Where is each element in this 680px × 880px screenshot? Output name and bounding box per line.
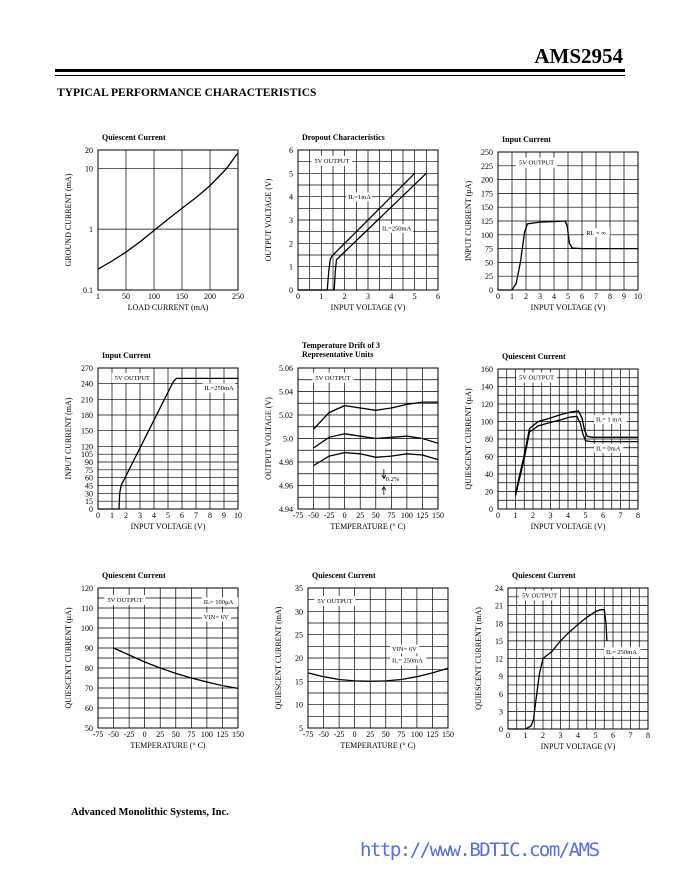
y-tick-label: 5.02 <box>279 411 293 420</box>
x-tick-label: 6 <box>601 511 605 520</box>
y-axis-label: OUTPUT VOLTAGE (V) <box>264 397 273 480</box>
x-tick-label: 1 <box>510 292 514 301</box>
y-tick-label: 6 <box>499 689 503 699</box>
y-tick-label: 5.04 <box>279 387 293 397</box>
y-tick-label: 140 <box>481 382 493 392</box>
x-tick-label: 6 <box>436 292 440 301</box>
y-tick-label: 180 <box>81 411 93 420</box>
y-tick-label: 0 <box>489 286 493 295</box>
chart-title: Temperature Drift of 3 <box>302 341 380 350</box>
annotation-label: 5V OUTPUT <box>114 375 150 383</box>
footer-company: Advanced Monolithic Systems, Inc. <box>71 807 229 818</box>
x-axis-label: TEMPERATURE (° C) <box>340 741 416 750</box>
chart-title: Quiescent Current <box>102 133 166 142</box>
y-tick-label: 90 <box>85 644 93 653</box>
y-tick-label: 3 <box>289 216 293 225</box>
x-tick-label: 150 <box>442 730 454 739</box>
x-tick-label: 75 <box>387 511 396 520</box>
y-tick-label: 20 <box>85 146 93 155</box>
x-tick-label: 150 <box>232 730 244 739</box>
annotation-label: IL=1mA <box>348 194 371 201</box>
y-tick-label: 21 <box>495 601 503 611</box>
x-tick-label: 100 <box>400 511 413 520</box>
x-tick-label: 2 <box>541 731 545 740</box>
y-tick-label: 18 <box>495 619 503 629</box>
x-tick-label: 2 <box>342 292 347 301</box>
x-tick-label: 25 <box>356 511 365 520</box>
y-tick-label: 9 <box>499 672 503 682</box>
chart-title: Input Current <box>102 351 151 360</box>
y-tick-label: 50 <box>485 258 493 268</box>
series-line <box>308 668 448 681</box>
y-tick-label: 4.96 <box>279 481 293 491</box>
x-tick-label: 7 <box>618 511 623 520</box>
x-tick-label: 3 <box>548 511 553 520</box>
x-tick-label: -25 <box>123 730 135 739</box>
x-tick-label: 1 <box>319 292 324 301</box>
series-line <box>98 153 238 269</box>
y-tick-label: 175 <box>481 189 493 199</box>
x-tick-label: -50 <box>308 511 319 520</box>
y-tick-label: 15 <box>85 497 93 507</box>
annotation-label: VIN= 6V <box>392 646 417 653</box>
x-tick-label: 7 <box>594 292 598 301</box>
y-tick-label: 0.1 <box>83 286 93 295</box>
y-tick-label: 70 <box>85 684 93 693</box>
y-tick-label: 0 <box>89 505 93 514</box>
y-tick-label: 6 <box>289 146 293 155</box>
chart-2 <box>264 133 440 312</box>
x-tick-label: 0 <box>142 730 147 739</box>
y-tick-label: 60 <box>85 473 93 483</box>
annotation-label: 5V OUTPUT <box>107 597 143 604</box>
y-tick-label: 15 <box>495 636 503 646</box>
chart-9 <box>474 571 650 751</box>
annotation-label: 5V OUTPUT <box>519 159 555 167</box>
chart-5 <box>264 341 444 531</box>
x-tick-label: 75 <box>187 730 196 739</box>
chart-4 <box>64 351 242 531</box>
y-tick-label: 0 <box>499 725 503 734</box>
y-tick-label: 5 <box>289 169 293 179</box>
x-tick-label: 3 <box>558 731 563 740</box>
x-tick-label: 5 <box>566 292 570 301</box>
part-number: AMS2954 <box>534 44 623 68</box>
x-tick-label: 50 <box>122 292 130 301</box>
y-tick-label: 80 <box>485 435 493 444</box>
annotation-label: 5V OUTPUT <box>317 597 353 605</box>
x-tick-label: 125 <box>216 730 229 739</box>
annotation-label: 5V OUTPUT <box>519 374 555 382</box>
x-tick-label: 75 <box>397 730 406 739</box>
y-tick-label: 150 <box>481 203 493 213</box>
x-axis-label: INPUT VOLTAGE (V) <box>130 522 206 531</box>
chart-title: Quiescent Current <box>502 352 566 361</box>
x-tick-label: 100 <box>200 730 213 739</box>
x-tick-label: 0 <box>96 511 100 520</box>
x-tick-label: 125 <box>426 730 439 739</box>
y-axis-label: QUIESCENT CURRENT (µA) <box>464 388 473 490</box>
x-tick-label: -50 <box>108 730 119 739</box>
x-tick-label: 3 <box>366 292 370 301</box>
y-tick-label: 50 <box>85 724 93 733</box>
chart-3 <box>464 135 642 312</box>
x-tick-label: 5 <box>583 511 588 520</box>
y-tick-label: 90 <box>85 458 93 467</box>
y-tick-label: 210 <box>81 395 93 405</box>
x-tick-label: 4 <box>576 731 580 740</box>
y-axis-label: INPUT CURRENT (µA) <box>464 180 473 262</box>
footer-url[interactable]: http://www.BDTIC.com/AMS <box>360 839 599 861</box>
x-tick-label: 1 <box>523 731 528 740</box>
y-tick-label: 25 <box>485 272 493 282</box>
chart-title: Quiescent Current <box>312 571 376 580</box>
y-tick-label: 2 <box>289 239 293 249</box>
x-tick-label: 4 <box>152 511 156 520</box>
y-tick-label: 250 <box>481 148 493 157</box>
y-tick-label: 75 <box>85 465 93 475</box>
x-tick-label: 7 <box>194 511 198 520</box>
annotation-label: VIN= 6V <box>203 614 229 621</box>
x-axis-label: INPUT VOLTAGE (V) <box>530 522 606 531</box>
x-axis-label: INPUT VOLTAGE (V) <box>540 742 616 751</box>
y-tick-label: 110 <box>81 604 93 613</box>
x-tick-label: 150 <box>432 511 444 520</box>
x-tick-label: 50 <box>371 511 380 520</box>
y-tick-label: 5.06 <box>279 364 293 373</box>
y-axis-label: QUIESCENT CURRENT (µA) <box>64 607 73 709</box>
y-axis-label: QUIESCENT CURRENT (mA) <box>474 607 483 710</box>
x-tick-label: 5 <box>412 292 417 301</box>
x-axis-label: TEMPERATURE (° C) <box>130 741 206 750</box>
y-tick-label: 240 <box>81 379 93 389</box>
y-tick-label: 20 <box>485 487 493 497</box>
y-tick-label: 4.94 <box>279 505 293 514</box>
y-tick-label: 225 <box>481 161 493 171</box>
y-tick-label: 120 <box>81 584 93 593</box>
x-tick-label: 8 <box>646 731 650 740</box>
annotation-label: RL = ∞ <box>586 229 606 237</box>
x-tick-label: 100 <box>410 730 423 739</box>
x-tick-label: 5 <box>166 511 170 520</box>
x-tick-label: 5 <box>593 731 598 740</box>
y-tick-label: 3 <box>499 707 503 717</box>
y-tick-label: 1 <box>289 262 293 272</box>
y-tick-label: 80 <box>85 664 93 673</box>
x-tick-label: 6 <box>580 292 584 301</box>
y-tick-label: 4 <box>289 192 293 202</box>
y-tick-label: 4.98 <box>279 458 293 467</box>
x-tick-label: 8 <box>636 511 640 520</box>
x-axis-label: INPUT VOLTAGE (V) <box>530 303 606 312</box>
y-tick-label: 15 <box>295 677 303 687</box>
x-tick-label: -75 <box>92 730 104 739</box>
y-tick-label: 10 <box>85 164 93 174</box>
y-tick-label: 100 <box>481 230 493 240</box>
x-tick-label: 200 <box>204 292 216 301</box>
x-tick-label: 4 <box>552 292 556 301</box>
y-tick-label: 200 <box>481 175 493 185</box>
x-tick-label: -75 <box>302 730 314 739</box>
x-tick-label: 1 <box>513 511 518 520</box>
x-tick-label: 7 <box>628 731 633 740</box>
x-tick-label: 0 <box>496 292 500 301</box>
y-tick-label: 12 <box>495 654 503 664</box>
x-tick-label: 0 <box>506 731 510 740</box>
x-axis-label: LOAD CURRENT (mA) <box>127 303 209 312</box>
x-tick-label: 6 <box>611 731 615 740</box>
y-axis-label: QUIESCENT CURRENT (mA) <box>274 606 283 710</box>
x-tick-label: -50 <box>318 730 329 739</box>
x-tick-label: 10 <box>234 511 242 520</box>
y-axis-label: INPUT CURRENT (mA) <box>64 397 73 480</box>
y-tick-label: 5.0 <box>283 434 293 444</box>
x-tick-label: -25 <box>323 511 335 520</box>
y-tick-label: 25 <box>295 630 303 640</box>
y-tick-label: 150 <box>81 426 93 436</box>
y-tick-label: 5 <box>299 724 303 733</box>
y-tick-label: 1 <box>89 225 93 235</box>
annotation-label: 0.2% <box>385 475 400 483</box>
y-tick-label: 45 <box>85 481 93 491</box>
chart-6 <box>464 352 640 531</box>
x-tick-label: 3 <box>538 292 542 301</box>
x-tick-label: 2 <box>124 511 128 520</box>
y-tick-label: 40 <box>485 470 493 479</box>
y-tick-label: 100 <box>481 417 493 427</box>
x-tick-label: 9 <box>622 292 626 301</box>
y-tick-label: 30 <box>295 607 303 617</box>
y-tick-label: 60 <box>85 704 93 713</box>
y-tick-label: 120 <box>481 400 493 409</box>
y-tick-label: 75 <box>485 244 493 254</box>
annotation-label: IL= 250mA <box>606 648 637 656</box>
annotation-label: IL=250mA <box>382 225 412 233</box>
y-tick-label: 24 <box>495 584 503 593</box>
x-tick-label: -25 <box>333 730 345 739</box>
chart-7 <box>64 571 244 750</box>
x-tick-label: 50 <box>381 730 390 739</box>
y-tick-label: 60 <box>485 452 493 462</box>
section-title: TYPICAL PERFORMANCE CHARACTERISTICS <box>57 87 317 99</box>
x-tick-label: 1 <box>110 511 114 520</box>
chart-title: Dropout Characteristics <box>302 133 385 142</box>
x-tick-label: 0 <box>296 292 300 301</box>
x-tick-label: 25 <box>366 730 375 739</box>
x-tick-label: -75 <box>292 511 304 520</box>
x-tick-label: 0 <box>496 511 500 520</box>
y-tick-label: 100 <box>81 624 93 633</box>
x-tick-label: 50 <box>171 730 180 739</box>
x-tick-label: 3 <box>138 511 142 520</box>
x-tick-label: 4 <box>566 511 570 520</box>
chart-title: Quiescent Current <box>102 571 166 580</box>
y-tick-label: 0 <box>489 505 493 514</box>
x-tick-label: 25 <box>156 730 165 739</box>
annotation-label: 5V OUTPUT <box>315 374 351 382</box>
x-tick-label: 150 <box>176 292 188 301</box>
annotation-label: IL= 250mA <box>392 657 423 665</box>
y-tick-label: 125 <box>481 217 493 226</box>
x-tick-label: 8 <box>608 292 612 301</box>
x-axis-label: TEMPERATURE (° C) <box>330 522 406 531</box>
x-tick-label: 10 <box>634 292 642 301</box>
x-tick-label: 2 <box>531 511 535 520</box>
chart-8 <box>274 571 454 750</box>
chart-title: Input Current <box>502 135 551 144</box>
x-tick-label: 6 <box>180 511 184 520</box>
y-tick-label: 0 <box>289 286 293 295</box>
annotation-label: 5V OUTPUT <box>314 157 350 165</box>
x-tick-label: 0 <box>342 511 347 520</box>
x-tick-label: 0 <box>352 730 357 739</box>
annotation-label: IL=250mA <box>204 384 234 392</box>
x-tick-label: 125 <box>416 511 429 520</box>
chart-title-line2: Representative Units <box>302 350 374 359</box>
annotation-label: IL= 0mA <box>596 445 621 453</box>
y-tick-label: 10 <box>295 700 303 710</box>
x-axis-label: INPUT VOLTAGE (V) <box>330 303 406 312</box>
x-tick-label: 4 <box>389 292 394 301</box>
annotation-label: IL= 100µA <box>203 599 234 606</box>
y-tick-label: 120 <box>81 442 93 452</box>
x-tick-label: 8 <box>208 511 212 520</box>
y-tick-label: 35 <box>295 584 303 593</box>
y-tick-label: 160 <box>481 365 493 374</box>
annotation-label: IL= 1 mA <box>596 416 623 424</box>
y-tick-label: 105 <box>81 450 93 460</box>
x-tick-label: 2 <box>524 292 528 301</box>
y-axis-label: OUTPUT VOLTAGE (V) <box>264 178 273 262</box>
y-tick-label: 20 <box>295 654 303 663</box>
y-tick-label: 270 <box>81 364 93 373</box>
chart-1 <box>64 133 244 312</box>
chart-title: Quiescent Current <box>512 571 576 580</box>
annotation-label: 5V OUTPUT <box>522 592 558 600</box>
y-tick-label: 30 <box>85 489 93 499</box>
x-tick-label: 9 <box>222 511 226 520</box>
y-axis-label: GROUND CURRENT (mA) <box>64 173 73 267</box>
x-tick-label: 100 <box>148 292 160 301</box>
x-tick-label: 250 <box>232 292 244 301</box>
x-tick-label: 1 <box>96 292 100 301</box>
